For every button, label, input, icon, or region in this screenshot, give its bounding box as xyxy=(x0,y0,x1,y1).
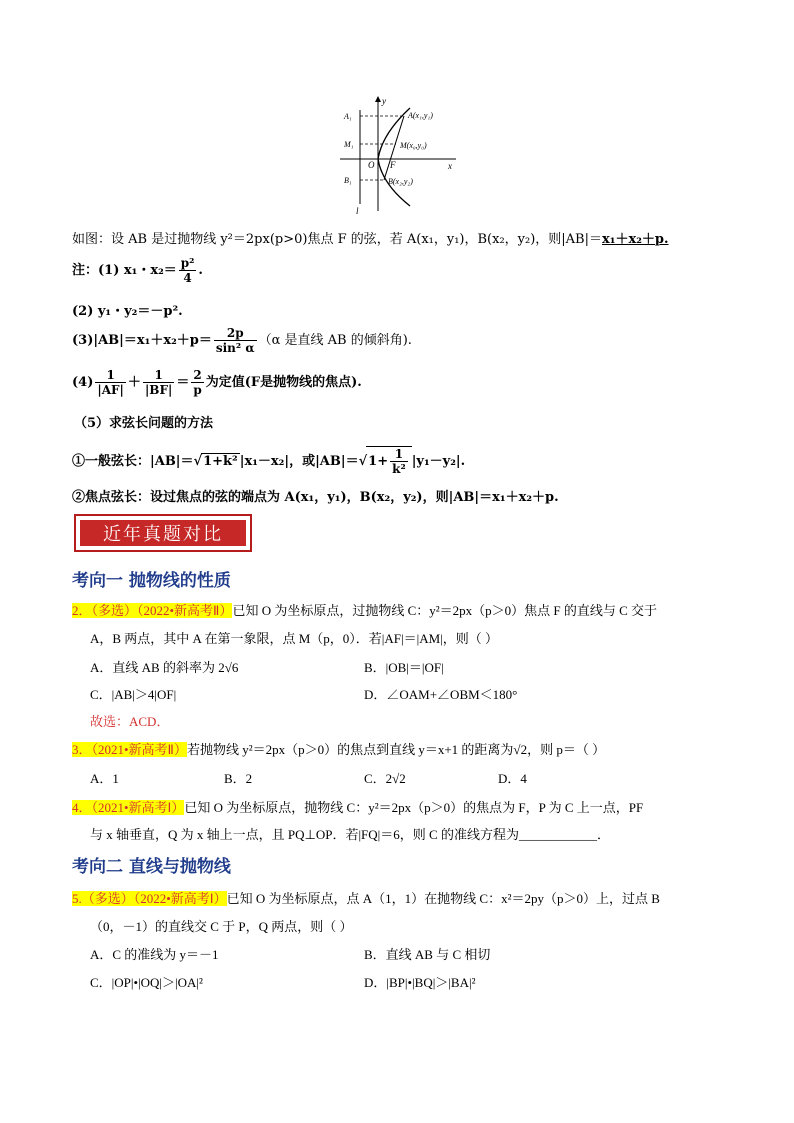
q2-option-c: C．|AB|＞4|OF| xyxy=(90,687,177,702)
point-m-label: M(x₀,y₀) xyxy=(400,141,427,150)
y-axis-label: y xyxy=(382,96,386,106)
q2-answer: 故选：ACD． xyxy=(90,714,170,729)
a1-label: A₁ xyxy=(344,112,352,121)
note-4: (4) $\frac{1}{|AF|}$ ＋ $\frac{1}{|BF|}$ ＝ $\frac{2}{p}$ 为定值(F是抛物线的焦点). xyxy=(72,368,362,397)
q5-tag: 5.（多选）（2022•新高考Ⅰ） xyxy=(72,891,227,906)
chord-general: ①一般弦长：|AB|＝√1+k² |x₁－x₂|，或|AB|＝√1+ $\frac{1}{\text{k²}}$ |y₁－y₂|. xyxy=(72,447,466,476)
chord-focal: ②焦点弦长：设过焦点的弦的端点为 A(x₁，y₁)，B(x₂，y₂)，则|AB|＝x₁＋x₂＋p. xyxy=(72,490,559,505)
q4-line-1: 4．（2021•新高考Ⅰ）已知 O 为坐标原点，抛物线 C：y²＝2px（p＞0）的焦点为 F，P 为 C 上一点，PF xyxy=(72,800,644,815)
q2-line-2: A，B 两点，其中 A 在第一象限，点 M（p，0）．若|AF|＝|AM|，则（ ） xyxy=(90,631,499,646)
q3-option-d: D．4 xyxy=(498,771,527,786)
note-1: 注：(1) x₁・x₂＝ $\frac{\text{p²}}{4}$ . xyxy=(72,256,203,285)
q4-line-2: 与 x 轴垂直，Q 为 x 轴上一点，且 PQ⊥OP．若|FQ|＝6，则 C 的准线方程为____________． xyxy=(90,827,610,842)
q2-option-a: A．直线 AB 的斜率为 2√6 xyxy=(90,660,239,675)
directrix-label: l xyxy=(356,206,359,216)
q2-tag: 2．（多选）（2022•新高考Ⅱ） xyxy=(72,603,233,618)
q2-option-d: D．∠OAM+∠OBM＜180° xyxy=(364,687,518,702)
q2-line-1: 2．（多选）（2022•新高考Ⅱ）已知 O 为坐标原点，过抛物线 C：y²＝2px（p＞0）焦点 F 的直线与 C 交于 xyxy=(72,603,658,618)
point-a-label: A(x₁,y₁) xyxy=(408,111,433,120)
intro-line: 如图：设 AB 是过抛物线 y²＝2px(p>0)焦点 F 的弦，若 A(x₁，y₁)，B(x₂，y₂)，则|AB|＝x₁＋x₂＋p. xyxy=(72,232,669,247)
section-title-1: 考向一 抛物线的性质 xyxy=(72,571,231,591)
note-3: (3)|AB|＝x₁＋x₂＋p＝ $\frac{2p}{\text{sin² α}}$ （α 是直线 AB 的倾斜角). xyxy=(72,326,412,355)
q3-option-b: B．2 xyxy=(224,771,253,786)
q5-option-a: A．C 的准线为 y＝－1 xyxy=(90,947,219,962)
section-banner xyxy=(74,514,252,552)
q4-tag: 4．（2021•新高考Ⅰ） xyxy=(72,800,185,815)
origin-label: O xyxy=(368,160,375,170)
m1-label: M₁ xyxy=(344,140,354,149)
q3-tag: 3．（2021•新高考Ⅱ） xyxy=(72,742,187,757)
q5-line-1: 5.（多选）（2022•新高考Ⅰ）已知 O 为坐标原点，点 A（1，1）在抛物线 C：x²＝2py（p＞0）上，过点 B xyxy=(72,891,660,906)
q2-option-b: B．|OB|＝|OF| xyxy=(364,660,444,675)
q3-option-a: A．1 xyxy=(90,771,119,786)
b1-label: B₁ xyxy=(344,176,352,185)
q5-option-d: D．|BP|•|BQ|＞|BA|² xyxy=(364,975,476,990)
parabola-figure xyxy=(338,96,468,216)
section-title-2: 考向二 直线与抛物线 xyxy=(72,857,231,877)
point-b-label: B(x₂,y₂) xyxy=(388,177,413,186)
q3-option-c: C．2√2 xyxy=(364,771,406,786)
q3-line: 3．（2021•新高考Ⅱ）若抛物线 y²＝2px（p＞0）的焦点到直线 y＝x+1 的距离为√2，则 p＝（ ） xyxy=(72,742,606,757)
focus-label: F xyxy=(390,160,396,170)
q5-line-2: （0，－1）的直线交 C 于 P，Q 两点，则（ ） xyxy=(90,919,353,934)
q5-option-b: B．直线 AB 与 C 相切 xyxy=(364,947,491,962)
note-2: (2) y₁・y₂＝－p². xyxy=(72,304,183,319)
x-axis-label: x xyxy=(448,161,452,171)
note-5: （5）求弦长问题的方法 xyxy=(74,416,214,431)
section-banner-text: 近年真题对比 xyxy=(79,519,247,547)
q5-option-c: C．|OP|•|OQ|＞|OA|² xyxy=(90,975,203,990)
